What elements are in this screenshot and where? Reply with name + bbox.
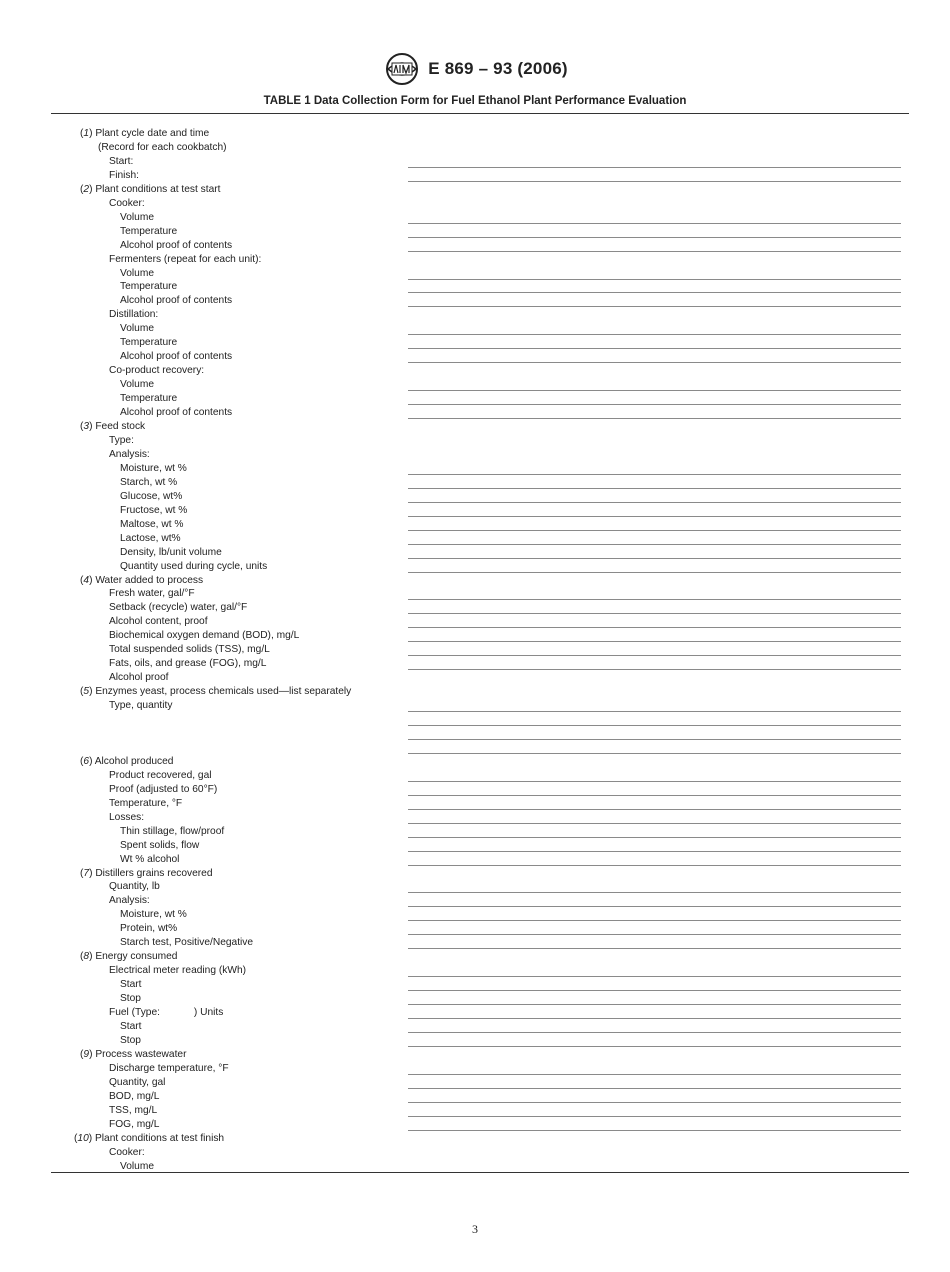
entry-blank-line[interactable]	[408, 1018, 901, 1019]
entry-blank-line[interactable]	[408, 502, 901, 503]
entry-blank-line[interactable]	[408, 251, 901, 252]
section-title: Energy consumed	[95, 951, 178, 963]
form-row	[0, 462, 950, 476]
form-row	[0, 615, 950, 629]
entry-blank-line[interactable]	[408, 418, 901, 419]
form-row	[0, 657, 950, 671]
form-row	[0, 1020, 950, 1034]
form-row	[0, 894, 950, 908]
section-heading: (3) Feed stock	[80, 421, 146, 433]
form-row	[0, 1090, 950, 1104]
section-heading: (10) Plant conditions at test finish	[74, 1132, 225, 1144]
form-row	[0, 490, 950, 504]
row-label: Quantity, lb	[109, 881, 160, 893]
section-heading: (7) Distillers grains recovered	[80, 867, 213, 879]
row-label: Volume	[120, 323, 154, 335]
form-row	[0, 880, 950, 894]
form-row	[0, 169, 950, 183]
entry-blank-line[interactable]	[408, 181, 901, 182]
row-label: Fermenters (repeat for each unit):	[109, 253, 262, 265]
entry-blank-line[interactable]	[408, 404, 901, 405]
section-number: 2	[83, 183, 90, 195]
form-row	[0, 1076, 950, 1090]
form-row	[0, 978, 950, 992]
entry-blank-line[interactable]	[408, 1074, 901, 1075]
entry-blank-line[interactable]	[408, 1046, 901, 1047]
row-label: Losses:	[109, 811, 145, 823]
entry-blank-line[interactable]	[408, 823, 901, 824]
form-row	[0, 197, 950, 211]
form-row	[0, 392, 950, 406]
entry-blank-line[interactable]	[408, 865, 901, 866]
form-row	[0, 574, 950, 588]
form-row	[0, 671, 950, 685]
form-row	[0, 685, 950, 699]
row-label: Quantity used during cycle, units	[120, 560, 268, 572]
entry-blank-line[interactable]	[408, 1130, 901, 1131]
row-label: Starch, wt %	[120, 476, 178, 488]
row-label: Fructose, wt %	[120, 504, 188, 516]
table-title: TABLE 1 Data Collection Form for Fuel Ethanol Plant Performance Evaluation	[263, 95, 687, 107]
section-title: Plant conditions at test finish	[94, 1132, 225, 1144]
form-row	[0, 1146, 950, 1160]
form-row	[0, 783, 950, 797]
row-label: Total suspended solids (TSS), mg/L	[109, 644, 270, 656]
section-number: 3	[83, 421, 90, 433]
form-row	[0, 308, 950, 322]
entry-blank-line[interactable]	[408, 837, 901, 838]
row-label: Moisture, wt %	[120, 462, 187, 474]
form-row	[0, 769, 950, 783]
entry-blank-line[interactable]	[408, 725, 901, 726]
entry-blank-line[interactable]	[408, 851, 901, 852]
section-number: 8	[83, 951, 90, 963]
section-heading: (2) Plant conditions at test start	[80, 183, 221, 195]
entry-blank-line[interactable]	[408, 362, 901, 363]
row-label: Moisture, wt %	[120, 909, 187, 921]
form-row	[0, 294, 950, 308]
row-label: Quantity, gal	[109, 1076, 166, 1088]
section-title: Enzymes yeast, process chemicals used—list separately	[95, 686, 352, 698]
entry-blank-line[interactable]	[408, 655, 901, 656]
section-heading: (4) Water added to process	[80, 574, 204, 586]
row-label: Electrical meter reading (kWh)	[109, 965, 247, 977]
row-label: Volume	[120, 211, 154, 223]
form-row	[0, 950, 950, 964]
table-top-rule	[51, 113, 909, 114]
entry-blank-line[interactable]	[408, 934, 901, 935]
section-number: 5	[83, 686, 90, 698]
entry-blank-line[interactable]	[408, 544, 901, 545]
row-label: Finish:	[109, 169, 140, 181]
form-row	[0, 992, 950, 1006]
entry-blank-line[interactable]	[408, 1116, 901, 1117]
section-title: Plant cycle date and time	[95, 128, 210, 139]
entry-blank-line[interactable]	[408, 920, 901, 921]
row-label: FOG, mg/L	[109, 1118, 160, 1130]
row-label: Alcohol proof of contents	[120, 407, 233, 419]
row-label: Temperature	[120, 393, 178, 405]
row-label: Wt % alcohol	[120, 853, 180, 865]
row-label: Density, lb/unit volume	[120, 546, 222, 558]
row-label: Alcohol proof of contents	[120, 351, 233, 363]
section-title: Alcohol produced	[94, 755, 174, 767]
form-row	[0, 322, 950, 336]
row-label: Discharge temperature, °F	[109, 1062, 229, 1074]
entry-blank-line[interactable]	[408, 1088, 901, 1089]
row-label: (Record for each cookbatch)	[98, 141, 227, 153]
form-row	[0, 853, 950, 867]
row-label: Fuel (Type: ) Units	[109, 1007, 224, 1019]
row-label: Alcohol proof of contents	[120, 295, 233, 307]
entry-blank-line[interactable]	[408, 516, 901, 517]
form-row	[0, 587, 950, 601]
section-heading: (8) Energy consumed	[80, 951, 178, 963]
entry-blank-line[interactable]	[408, 572, 901, 573]
row-label: TSS, mg/L	[109, 1104, 158, 1116]
form-row	[0, 643, 950, 657]
section-heading: (9) Process wastewater	[80, 1048, 187, 1060]
form-row	[0, 713, 950, 727]
row-label: Volume	[120, 267, 154, 279]
form-row	[0, 922, 950, 936]
form-row	[0, 1006, 950, 1020]
form-row	[0, 964, 950, 978]
row-label: Analysis:	[109, 448, 150, 460]
form-row	[0, 699, 950, 713]
section-number: 6	[83, 755, 90, 767]
form-row	[0, 518, 950, 532]
form-row	[0, 364, 950, 378]
row-label: Setback (recycle) water, gal/°F	[109, 602, 248, 614]
row-label: Cooker:	[109, 197, 145, 209]
form-row	[0, 267, 950, 281]
row-label: Temperature, °F	[109, 797, 183, 809]
section-title: Plant conditions at test start	[95, 183, 221, 195]
form-row	[0, 350, 950, 364]
form-row	[0, 811, 950, 825]
form-row	[0, 253, 950, 267]
form-row	[0, 420, 950, 434]
form-row	[0, 1118, 950, 1132]
entry-blank-line[interactable]	[408, 1004, 901, 1005]
entry-blank-line[interactable]	[408, 348, 901, 349]
entry-blank-line[interactable]	[408, 781, 901, 782]
row-label: Spent solids, flow	[120, 839, 200, 851]
entry-blank-line[interactable]	[408, 530, 901, 531]
row-label: Maltose, wt %	[120, 518, 184, 530]
table-bottom-rule	[51, 1172, 909, 1173]
form-row	[0, 1132, 950, 1146]
form-row	[0, 434, 950, 448]
form-row	[0, 476, 950, 490]
row-label: Stop	[120, 1034, 141, 1046]
entry-blank-line[interactable]	[408, 390, 901, 391]
form-row	[0, 155, 950, 169]
entry-blank-line[interactable]	[408, 613, 901, 614]
entry-blank-line[interactable]	[408, 795, 901, 796]
form-row	[0, 546, 950, 560]
row-label: Fats, oils, and grease (FOG), mg/L	[109, 658, 267, 670]
row-label: Co-product recovery:	[109, 365, 205, 377]
form-row	[0, 755, 950, 769]
section-number: 10	[77, 1132, 89, 1144]
section-heading: (1) Plant cycle date and time	[80, 128, 210, 139]
form-row	[0, 336, 950, 350]
form-row	[0, 378, 950, 392]
form-row	[0, 936, 950, 950]
data-collection-form	[0, 127, 950, 1173]
form-row	[0, 448, 950, 462]
entry-blank-line[interactable]	[408, 809, 901, 810]
entry-blank-line[interactable]	[408, 739, 901, 740]
row-label: Volume	[120, 1160, 154, 1172]
row-label: Temperature	[120, 337, 178, 349]
section-title: Feed stock	[95, 421, 146, 433]
entry-blank-line[interactable]	[408, 1032, 901, 1033]
document-header	[0, 52, 950, 86]
row-label: Distillation:	[109, 309, 159, 321]
form-row	[0, 211, 950, 225]
row-label: Start	[120, 1021, 142, 1032]
form-row	[0, 727, 950, 741]
row-label: Glucose, wt%	[120, 490, 183, 502]
row-label: Analysis:	[109, 895, 150, 907]
section-number: 7	[83, 867, 90, 879]
section-title: Process wastewater	[95, 1048, 187, 1060]
form-row	[0, 141, 950, 155]
form-row	[0, 560, 950, 574]
form-row	[0, 1104, 950, 1118]
page-number: 3	[472, 1222, 478, 1236]
entry-blank-line[interactable]	[408, 627, 901, 628]
row-label: Type:	[109, 434, 134, 446]
section-heading: (5) Enzymes yeast, process chemicals used—list separately	[80, 686, 352, 698]
row-label: Type, quantity	[109, 700, 173, 712]
entry-blank-line[interactable]	[408, 306, 901, 307]
form-row	[0, 1062, 950, 1076]
row-label: Lactose, wt%	[120, 532, 181, 544]
entry-blank-line[interactable]	[408, 474, 901, 475]
form-row	[0, 127, 950, 141]
section-number: 9	[83, 1048, 90, 1060]
row-label: Fresh water, gal/°F	[109, 588, 195, 600]
entry-blank-line[interactable]	[408, 1102, 901, 1103]
form-row	[0, 406, 950, 420]
entry-blank-line[interactable]	[408, 334, 901, 335]
row-label: Starch test, Positive/Negative	[120, 937, 254, 949]
form-row	[0, 839, 950, 853]
entry-blank-line[interactable]	[408, 223, 901, 224]
form-row	[0, 239, 950, 253]
entry-blank-line[interactable]	[408, 948, 901, 949]
form-row	[0, 825, 950, 839]
form-row	[0, 797, 950, 811]
form-row	[0, 504, 950, 518]
row-label: Start:	[109, 155, 134, 167]
row-label: BOD, mg/L	[109, 1090, 160, 1102]
astm-logo	[382, 52, 422, 86]
entry-blank-line[interactable]	[408, 892, 901, 893]
row-label: Thin stillage, flow/proof	[120, 825, 225, 837]
entry-blank-line[interactable]	[408, 292, 901, 293]
entry-blank-line[interactable]	[408, 237, 901, 238]
section-title: Distillers grains recovered	[95, 867, 213, 879]
form-row	[0, 1034, 950, 1048]
row-label: Temperature	[120, 225, 178, 237]
form-row	[0, 867, 950, 881]
form-row	[0, 532, 950, 546]
entry-blank-line[interactable]	[408, 990, 901, 991]
form-row	[0, 629, 950, 643]
row-label: Volume	[120, 379, 154, 391]
entry-blank-line[interactable]	[408, 976, 901, 977]
row-label: Alcohol content, proof	[109, 616, 208, 628]
form-row	[0, 1048, 950, 1062]
row-label: Alcohol proof of contents	[120, 239, 233, 251]
entry-blank-line[interactable]	[408, 906, 901, 907]
form-row	[0, 908, 950, 922]
form-row	[0, 601, 950, 615]
row-label: Start	[120, 979, 142, 991]
entry-blank-line[interactable]	[408, 558, 901, 559]
row-label: Biochemical oxygen demand (BOD), mg/L	[109, 630, 300, 642]
entry-blank-line[interactable]	[408, 711, 901, 712]
entry-blank-line[interactable]	[408, 279, 901, 280]
row-label: Stop	[120, 993, 141, 1005]
entry-blank-line[interactable]	[408, 753, 901, 754]
row-label: Protein, wt%	[120, 923, 178, 935]
form-row	[0, 741, 950, 755]
entry-blank-line[interactable]	[408, 488, 901, 489]
section-title: Water added to process	[95, 574, 204, 586]
section-number: 1	[83, 128, 90, 139]
row-label: Temperature	[120, 281, 178, 293]
entry-blank-line[interactable]	[408, 599, 901, 600]
form-row	[0, 225, 950, 239]
entry-blank-line[interactable]	[408, 167, 901, 168]
section-heading: (6) Alcohol produced	[80, 755, 174, 767]
entry-blank-line[interactable]	[408, 669, 901, 670]
row-label: Cooker:	[109, 1146, 145, 1158]
section-number: 4	[83, 574, 90, 586]
row-label: Proof (adjusted to 60°F)	[109, 783, 218, 795]
row-label: Product recovered, gal	[109, 769, 212, 781]
form-row	[0, 183, 950, 197]
form-row	[0, 280, 950, 294]
standard-designation: E 869 – 93 (2006)	[428, 59, 568, 78]
entry-blank-line[interactable]	[408, 641, 901, 642]
row-label: Alcohol proof	[109, 672, 169, 684]
